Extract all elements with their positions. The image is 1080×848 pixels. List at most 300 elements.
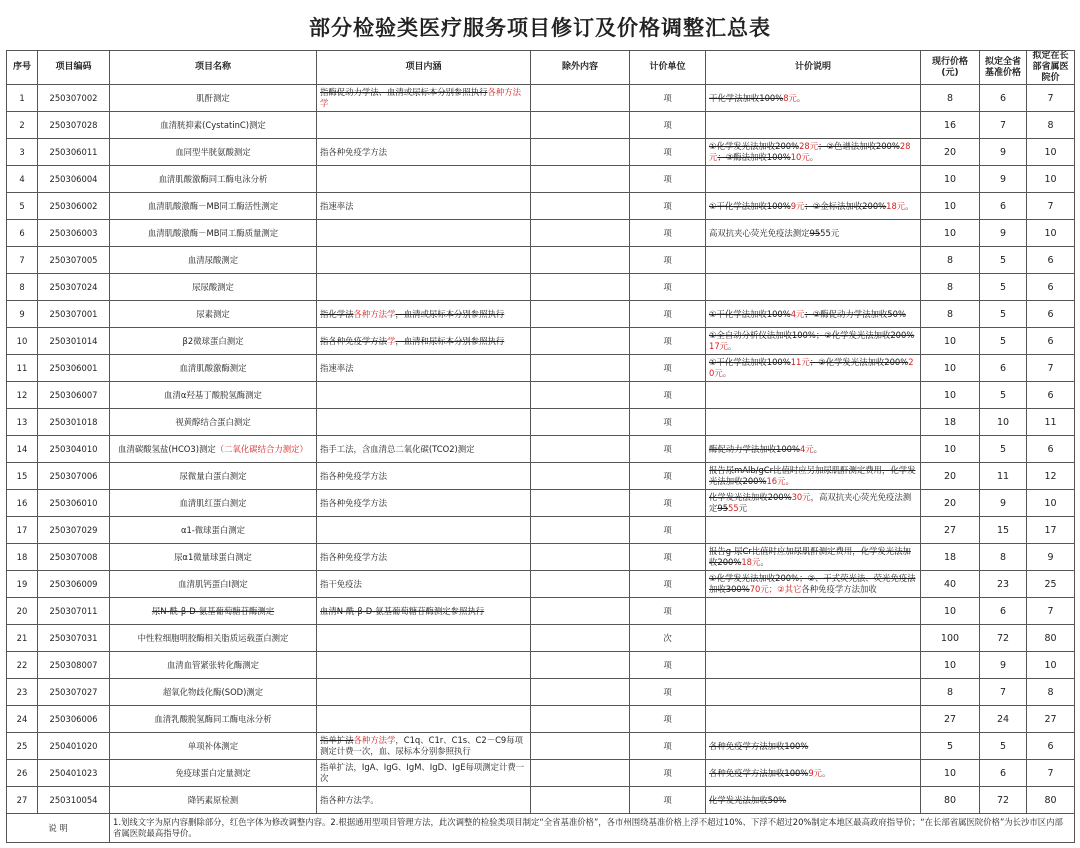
table-row — [7, 706, 1075, 733]
revised-text: 70元 — [749, 584, 769, 594]
text-segment: 血清肌钙蛋白Ⅰ测定 — [178, 578, 248, 589]
deleted-text: ，血清或尿标本分别参照执行 — [395, 308, 505, 319]
cell-no: 13 — [7, 409, 38, 436]
cell-exclusion — [531, 166, 630, 193]
cell-content — [317, 193, 531, 220]
revised-text: 各种方法学 — [320, 87, 521, 108]
cell-name — [110, 517, 317, 544]
cell-no: 3 — [7, 139, 38, 166]
cell-unit: 项 — [630, 652, 706, 679]
cell-current-price: 20 — [921, 463, 980, 490]
text-segment: 血清胱抑素(CystatinC)测定 — [160, 119, 266, 130]
cell-unit: 项 — [630, 382, 706, 409]
cell-content — [317, 301, 531, 328]
cell-provincial-price: 80 — [1027, 625, 1075, 652]
cell-pricing-note — [706, 247, 921, 274]
cell-pricing-note — [706, 166, 921, 193]
text-segment: 指单扩法，IgA、IgG、IgM、IgD、IgE每项测定计费一次 — [320, 762, 525, 783]
cell-content — [317, 463, 531, 490]
cell-name — [110, 652, 317, 679]
cell-exclusion — [531, 355, 630, 382]
deleted-text: ；②金标法加收200% — [804, 200, 887, 211]
cell-no: 8 — [7, 274, 38, 301]
deleted-text: 95 — [809, 227, 821, 238]
cell-code: 250307028 — [38, 112, 110, 139]
cell-code: 250401023 — [38, 760, 110, 787]
cell-no: 14 — [7, 436, 38, 463]
table-row — [7, 409, 1075, 436]
header-col-provincial-price: 拟定在长部省属医院价 — [1027, 51, 1075, 85]
header-col-current-price: 现行价格(元) — [921, 51, 980, 85]
cell-pricing-note — [706, 652, 921, 679]
deleted-text: 酶促动力学法加收100% — [709, 443, 800, 454]
text-segment: 55元 — [820, 227, 840, 238]
deleted-text: ，血清和尿标本分别参照执行 — [395, 335, 505, 346]
header-col-unit: 计价单位 — [630, 51, 706, 85]
header-col-no: 序号 — [7, 51, 38, 85]
cell-code: 250306001 — [38, 355, 110, 382]
table-row — [7, 85, 1075, 112]
cell-pricing-note — [706, 598, 921, 625]
deleted-text: 干化学法加收100% — [709, 92, 784, 103]
cell-name — [110, 409, 317, 436]
cell-content — [317, 490, 531, 517]
cell-name — [110, 193, 317, 220]
cell-provincial-price: 80 — [1027, 787, 1075, 814]
cell-no: 7 — [7, 247, 38, 274]
table-row — [7, 247, 1075, 274]
cell-code: 250301014 — [38, 328, 110, 355]
text-segment: 尿α1微量球蛋白测定 — [174, 551, 252, 562]
cell-name — [110, 787, 317, 814]
revised-text: 9元 — [808, 767, 823, 778]
deleted-text: 指各种免疫学方法 — [320, 335, 387, 346]
cell-base-price: 72 — [980, 625, 1027, 652]
cell-current-price: 10 — [921, 328, 980, 355]
cell-current-price: 10 — [921, 652, 980, 679]
note-text: 1.划线文字为原内容删除部分，红色字体为修改调整内容。2.根据通用型项目管理方法，此次调整的检验类项目制定“全省基准价格”，各市州围绕基准价格上浮不超过10%、下浮不超过20%制定本地区最高政府指导价；“在长部省属医院价格”为长沙市区内部省属医院最高指导价。 — [110, 814, 1075, 843]
cell-unit: 项 — [630, 598, 706, 625]
cell-base-price: 5 — [980, 733, 1027, 760]
deleted-text: 血清N-酰-β-D-氨基葡萄糖苷酶测定参照执行 — [320, 605, 485, 616]
text-segment: 指手工法，含血清总二氧化碳(TCO2)测定 — [320, 443, 475, 454]
table-row — [7, 139, 1075, 166]
text-segment: 。 — [905, 200, 914, 211]
cell-content — [317, 544, 531, 571]
cell-name — [110, 355, 317, 382]
cell-provincial-price: 6 — [1027, 436, 1075, 463]
cell-base-price: 6 — [980, 760, 1027, 787]
revised-text: 17元 — [709, 341, 729, 351]
cell-current-price: 20 — [921, 139, 980, 166]
cell-code: 250307002 — [38, 85, 110, 112]
cell-code: 250306006 — [38, 706, 110, 733]
cell-exclusion — [531, 760, 630, 787]
cell-exclusion — [531, 598, 630, 625]
cell-no: 20 — [7, 598, 38, 625]
cell-unit: 项 — [630, 679, 706, 706]
cell-unit: 项 — [630, 463, 706, 490]
cell-base-price: 9 — [980, 652, 1027, 679]
cell-content — [317, 382, 531, 409]
revised-text: （二氧化碳结合力测定） — [215, 443, 308, 454]
cell-base-price: 6 — [980, 85, 1027, 112]
cell-no: 1 — [7, 85, 38, 112]
cell-current-price: 10 — [921, 382, 980, 409]
cell-exclusion — [531, 544, 630, 571]
cell-no: 22 — [7, 652, 38, 679]
text-segment: 指各种免疫学方法 — [320, 146, 387, 157]
cell-name — [110, 706, 317, 733]
cell-base-price: 24 — [980, 706, 1027, 733]
cell-current-price: 10 — [921, 193, 980, 220]
revised-text: 20元 — [709, 357, 914, 378]
cell-no: 25 — [7, 733, 38, 760]
cell-content — [317, 166, 531, 193]
cell-content — [317, 760, 531, 787]
text-segment: 血同型半胱氨酸测定 — [175, 146, 251, 157]
text-segment: 超氧化物歧化酶(SOD)测定 — [162, 686, 264, 697]
cell-base-price: 10 — [980, 409, 1027, 436]
cell-content — [317, 625, 531, 652]
cell-code: 250307027 — [38, 679, 110, 706]
table-row — [7, 679, 1075, 706]
text-segment: 指各种免疫学方法 — [320, 497, 387, 508]
cell-current-price: 100 — [921, 625, 980, 652]
cell-pricing-note — [706, 625, 921, 652]
deleted-text: ①化学发光法加收200% — [709, 141, 800, 151]
text-segment: 指干免疫法 — [320, 578, 362, 589]
revised-text: ；②其它 — [768, 584, 802, 594]
text-segment: 高双抗夹心荧光免疫法测定 — [709, 227, 810, 238]
text-segment: 。 — [822, 767, 831, 778]
cell-code: 250401020 — [38, 733, 110, 760]
table-row — [7, 193, 1075, 220]
deleted-text: ；②化学发光法加收200% — [809, 357, 909, 367]
cell-no: 5 — [7, 193, 38, 220]
cell-content — [317, 517, 531, 544]
header-col-base-price: 拟定全省基准价格 — [980, 51, 1027, 85]
text-segment: 。 — [785, 476, 794, 486]
cell-content — [317, 139, 531, 166]
cell-content — [317, 355, 531, 382]
text-segment: 元 — [738, 503, 748, 513]
cell-exclusion — [531, 625, 630, 652]
cell-exclusion — [531, 652, 630, 679]
cell-current-price: 8 — [921, 679, 980, 706]
text-segment: 尿微量白蛋白测定 — [179, 470, 247, 481]
cell-provincial-price: 8 — [1027, 112, 1075, 139]
cell-provincial-price: 6 — [1027, 301, 1075, 328]
revised-text: 8元 — [783, 92, 797, 103]
cell-pricing-note — [706, 436, 921, 463]
cell-content — [317, 220, 531, 247]
cell-current-price: 27 — [921, 706, 980, 733]
deleted-text: 各种免疫学方法加收100% — [709, 740, 809, 751]
cell-provincial-price: 6 — [1027, 247, 1075, 274]
note-label: 说 明 — [7, 814, 110, 843]
table-row — [7, 463, 1075, 490]
cell-no: 6 — [7, 220, 38, 247]
cell-content — [317, 787, 531, 814]
cell-pricing-note — [706, 490, 921, 517]
deleted-text: 95 — [717, 503, 729, 513]
text-segment: 单项补体测定 — [187, 740, 239, 751]
cell-code: 250307008 — [38, 544, 110, 571]
cell-exclusion — [531, 490, 630, 517]
revised-text: 11元 — [790, 357, 810, 367]
table-row — [7, 274, 1075, 301]
table-row — [7, 544, 1075, 571]
text-segment: 指速率法 — [320, 200, 354, 211]
header-col-content: 项目内涵 — [317, 51, 531, 85]
header-col-code: 项目编码 — [38, 51, 110, 85]
deleted-text: ①干化学法加收100% — [709, 357, 791, 367]
cell-exclusion — [531, 733, 630, 760]
cell-code: 250306002 — [38, 193, 110, 220]
cell-exclusion — [531, 112, 630, 139]
cell-pricing-note — [706, 328, 921, 355]
cell-pricing-note — [706, 409, 921, 436]
text-segment: 。 — [722, 368, 732, 378]
cell-current-price: 40 — [921, 571, 980, 598]
cell-code: 250306003 — [38, 220, 110, 247]
cell-base-price: 5 — [980, 274, 1027, 301]
cell-current-price: 10 — [921, 760, 980, 787]
cell-content — [317, 571, 531, 598]
cell-unit: 项 — [630, 166, 706, 193]
cell-unit: 项 — [630, 112, 706, 139]
cell-provincial-price: 10 — [1027, 139, 1075, 166]
header-col-name: 项目名称 — [110, 51, 317, 85]
cell-unit: 项 — [630, 355, 706, 382]
cell-base-price: 8 — [980, 544, 1027, 571]
table-row — [7, 625, 1075, 652]
cell-exclusion — [531, 382, 630, 409]
table-row — [7, 733, 1075, 760]
cell-provincial-price: 9 — [1027, 544, 1075, 571]
cell-exclusion — [531, 274, 630, 301]
cell-no: 12 — [7, 382, 38, 409]
cell-base-price: 23 — [980, 571, 1027, 598]
cell-current-price: 10 — [921, 436, 980, 463]
cell-pricing-note — [706, 760, 921, 787]
cell-exclusion — [531, 139, 630, 166]
cell-pricing-note — [706, 274, 921, 301]
cell-content — [317, 706, 531, 733]
cell-provincial-price: 7 — [1027, 193, 1075, 220]
cell-no: 2 — [7, 112, 38, 139]
header-col-pricing-note: 计价说明 — [706, 51, 921, 85]
cell-name — [110, 112, 317, 139]
deleted-text: ；②色谱法加收200% — [818, 141, 900, 151]
cell-name — [110, 328, 317, 355]
cell-unit: 项 — [630, 247, 706, 274]
cell-name — [110, 247, 317, 274]
cell-name — [110, 760, 317, 787]
cell-pricing-note — [706, 463, 921, 490]
cell-content — [317, 436, 531, 463]
revised-text: 各种方法学 — [353, 735, 396, 745]
cell-content — [317, 112, 531, 139]
cell-name — [110, 166, 317, 193]
cell-unit: 项 — [630, 274, 706, 301]
table-row — [7, 436, 1075, 463]
cell-base-price: 72 — [980, 787, 1027, 814]
revised-text: 16元 — [766, 476, 786, 486]
table-row — [7, 166, 1075, 193]
cell-name — [110, 679, 317, 706]
table-row — [7, 328, 1075, 355]
cell-content — [317, 247, 531, 274]
cell-code: 250307005 — [38, 247, 110, 274]
cell-pricing-note — [706, 571, 921, 598]
cell-code: 250307024 — [38, 274, 110, 301]
cell-no: 27 — [7, 787, 38, 814]
deleted-text: 报告尿mAlb/gCr比值时应另加尿肌酐测定费用，化学发光法加收200% — [709, 465, 916, 486]
cell-provincial-price: 27 — [1027, 706, 1075, 733]
cell-unit: 项 — [630, 571, 706, 598]
cell-content — [317, 679, 531, 706]
revised-text: 各种方法学 — [353, 308, 396, 319]
cell-current-price: 8 — [921, 274, 980, 301]
text-segment: 血清α羟基丁酸脱氢酶测定 — [164, 389, 262, 400]
cell-current-price: 16 — [921, 112, 980, 139]
cell-base-price: 15 — [980, 517, 1027, 544]
text-segment: 。 — [728, 341, 737, 351]
cell-content — [317, 274, 531, 301]
text-segment: 指各种免疫学方法 — [320, 551, 387, 562]
cell-current-price: 8 — [921, 301, 980, 328]
cell-name — [110, 301, 317, 328]
cell-content — [317, 85, 531, 112]
cell-exclusion — [531, 409, 630, 436]
cell-pricing-note — [706, 787, 921, 814]
text-segment: ，高双抗夹心荧光免疫法测定 — [709, 492, 912, 513]
text-segment: 。 — [760, 557, 769, 567]
text-segment: 血清血管紧张转化酶测定 — [166, 659, 260, 670]
cell-current-price: 5 — [921, 733, 980, 760]
table-row — [7, 355, 1075, 382]
cell-no: 4 — [7, 166, 38, 193]
table-row — [7, 490, 1075, 517]
cell-name — [110, 463, 317, 490]
cell-exclusion — [531, 436, 630, 463]
cell-name — [110, 544, 317, 571]
deleted-text: ；②酶促动力学法加收50% — [804, 308, 906, 319]
cell-no: 11 — [7, 355, 38, 382]
cell-base-price: 9 — [980, 490, 1027, 517]
cell-unit: 项 — [630, 139, 706, 166]
cell-code: 250307011 — [38, 598, 110, 625]
cell-provincial-price: 8 — [1027, 679, 1075, 706]
cell-no: 26 — [7, 760, 38, 787]
cell-pricing-note — [706, 220, 921, 247]
page-title: 部分检验类医疗服务项目修订及价格调整汇总表 — [309, 16, 771, 40]
text-segment: 。 — [796, 92, 806, 103]
cell-current-price: 80 — [921, 787, 980, 814]
cell-code: 250307031 — [38, 625, 110, 652]
cell-exclusion — [531, 193, 630, 220]
cell-content — [317, 733, 531, 760]
text-segment: 血清肌酸激酶同工酶电泳分析 — [158, 173, 268, 184]
cell-content — [317, 409, 531, 436]
cell-current-price: 10 — [921, 598, 980, 625]
cell-no: 10 — [7, 328, 38, 355]
revised-text: 学 — [387, 335, 396, 346]
cell-exclusion — [531, 679, 630, 706]
cell-pricing-note — [706, 193, 921, 220]
cell-current-price: 8 — [921, 85, 980, 112]
deleted-text: ；③酶法加收100% — [717, 152, 791, 162]
cell-code: 250306011 — [38, 139, 110, 166]
revised-text: 55 — [728, 503, 739, 513]
deleted-text: 化学发光法加收200% — [709, 492, 792, 502]
text-segment: 血清尿酸测定 — [187, 254, 239, 265]
cell-code: 250310054 — [38, 787, 110, 814]
revised-text: 4元 — [799, 443, 814, 454]
text-segment: ，C1q、C1r、C1s、C2－C9每项测定计费一次，血、尿标本分别参照执行 — [320, 735, 524, 756]
cell-code: 250307006 — [38, 463, 110, 490]
text-segment: 尿尿酸测定 — [192, 281, 234, 292]
cell-content — [317, 598, 531, 625]
cell-name — [110, 733, 317, 760]
cell-pricing-note — [706, 139, 921, 166]
cell-provincial-price: 10 — [1027, 220, 1075, 247]
cell-unit: 项 — [630, 706, 706, 733]
deleted-text: 指单扩法 — [320, 735, 354, 745]
cell-current-price: 27 — [921, 517, 980, 544]
revised-text: 18元 — [741, 557, 761, 567]
cell-current-price: 10 — [921, 166, 980, 193]
revised-text: 28元 — [799, 141, 819, 151]
cell-provincial-price: 12 — [1027, 463, 1075, 490]
cell-code: 250306007 — [38, 382, 110, 409]
cell-no: 16 — [7, 490, 38, 517]
cell-pricing-note — [706, 382, 921, 409]
text-segment: 各种免疫学方法加收 — [801, 584, 877, 594]
cell-exclusion — [531, 247, 630, 274]
deleted-text: ①干化学法加收100% — [709, 308, 791, 319]
cell-code: 250306004 — [38, 166, 110, 193]
cell-unit: 项 — [630, 733, 706, 760]
cell-no: 21 — [7, 625, 38, 652]
table-row — [7, 571, 1075, 598]
cell-base-price: 7 — [980, 679, 1027, 706]
text-segment: 视黄醇结合蛋白测定 — [175, 416, 251, 427]
cell-unit: 项 — [630, 490, 706, 517]
deleted-text: 指化学法 — [320, 308, 354, 319]
text-segment: 。 — [813, 443, 823, 454]
cell-provincial-price: 6 — [1027, 274, 1075, 301]
cell-code: 250308007 — [38, 652, 110, 679]
cell-no: 9 — [7, 301, 38, 328]
cell-no: 17 — [7, 517, 38, 544]
cell-provincial-price: 11 — [1027, 409, 1075, 436]
cell-unit: 项 — [630, 760, 706, 787]
table-body — [7, 85, 1075, 843]
cell-current-price: 8 — [921, 247, 980, 274]
cell-provincial-price: 7 — [1027, 355, 1075, 382]
cell-content — [317, 328, 531, 355]
cell-pricing-note — [706, 679, 921, 706]
cell-no: 15 — [7, 463, 38, 490]
table-row — [7, 382, 1075, 409]
header-col-exclusion: 除外内容 — [531, 51, 630, 85]
cell-provincial-price: 6 — [1027, 733, 1075, 760]
text-segment: 尿素测定 — [196, 308, 230, 319]
text-segment: 血清肌酸激酶－MB同工酶质量测定 — [147, 227, 279, 238]
